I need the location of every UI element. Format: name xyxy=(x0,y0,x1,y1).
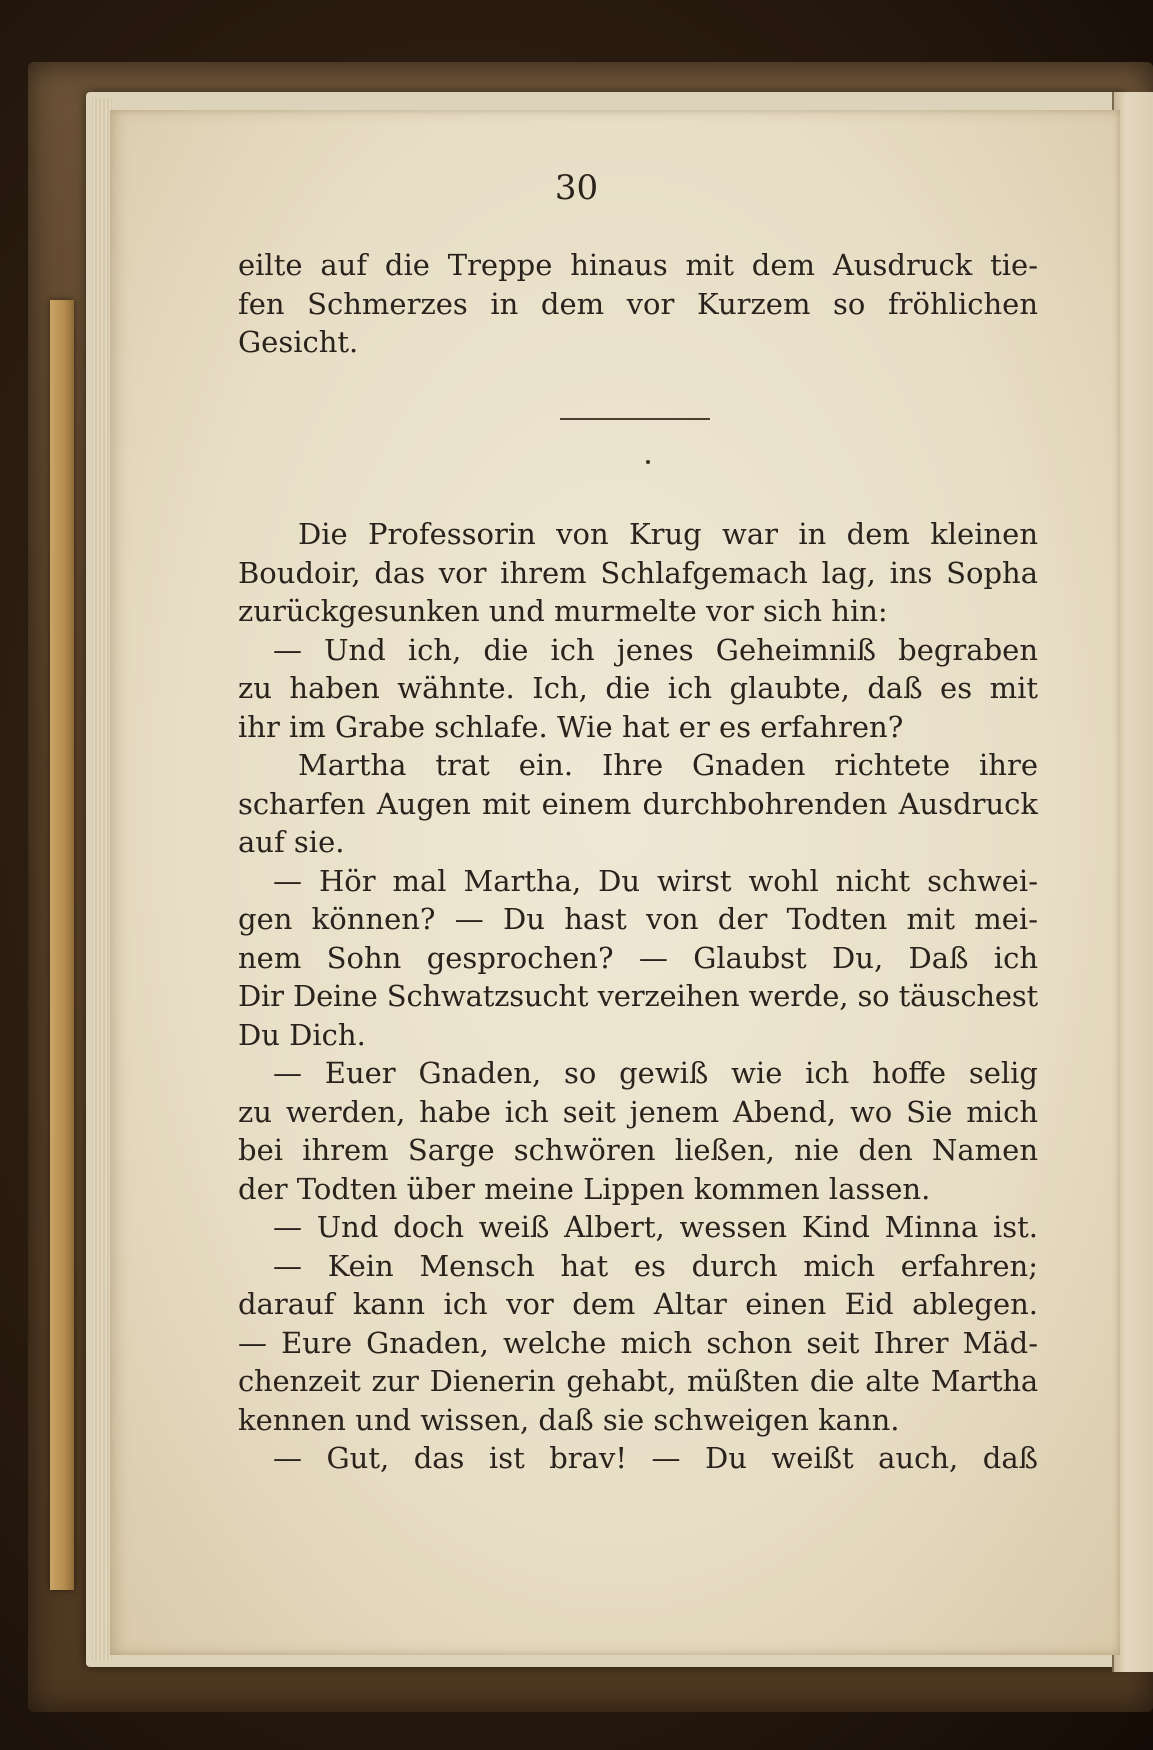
text-line: scharfen Augen mit einem durchbohrenden Ausdruck xyxy=(238,786,1038,821)
text-line: Gesicht. xyxy=(238,325,359,359)
paragraph-main xyxy=(238,515,1038,1478)
text-line: Du Dich. xyxy=(238,1017,366,1052)
text-line: Die Professorin von Krug war in dem kleinen xyxy=(298,517,1038,551)
text-line: — Hör mal Martha, Du wirst wohl nicht schwei- xyxy=(273,863,1038,898)
text-line: zu haben wähnte. Ich, die ich glaubte, daß es mit xyxy=(238,671,1038,705)
book-spine-edge xyxy=(50,300,74,1590)
text-line: bei ihrem Sarge schwören ließen, nie den Namen xyxy=(238,1133,1038,1167)
text-line: der Todten über meine Lippen kommen lassen. xyxy=(238,1171,931,1206)
text-line: — Eure Gnaden, welche mich schon seit Ihrer Mäd- xyxy=(238,1325,1038,1360)
text-line: — Euer Gnaden, so gewiß wie ich hoffe selig xyxy=(273,1056,1038,1090)
text-line: fen Schmerzes in dem vor Kurzem so fröhlichen xyxy=(238,286,1038,321)
text-line: — Und ich, die ich jenes Geheimniß begraben xyxy=(273,632,1038,667)
paragraph-top xyxy=(238,246,1038,362)
text-line: — Gut, das ist brav! — Du weißt auch, daß xyxy=(273,1441,1038,1475)
text-line: zu werden, habe ich seit jenem Abend, wo Sie mich xyxy=(238,1094,1038,1129)
text-line: Martha trat ein. Ihre Gnaden richtete ihre xyxy=(298,748,1038,782)
section-divider xyxy=(560,418,710,420)
text-line: Boudoir, das vor ihrem Schlafgemach lag, ins Sopha xyxy=(238,555,1038,590)
text-line: zurückgesunken und murmelte vor sich hin: xyxy=(238,594,888,628)
text-line: — Und doch weiß Albert, wessen Kind Minna ist. xyxy=(273,1210,1038,1244)
text-line: nem Sohn gesprochen? — Glaubst Du, Daß ich xyxy=(238,940,1038,975)
text-line: darauf kann ich vor dem Altar einen Eid ablegen. xyxy=(238,1287,1038,1321)
page-number: 30 xyxy=(554,168,599,208)
text-line: eilte auf die Treppe hinaus mit dem Ausdruck tie- xyxy=(238,248,1038,282)
text-line: kennen und wissen, daß sie schweigen kann. xyxy=(238,1402,900,1437)
text-line: chenzeit zur Dienerin gehabt, müßten die alte Martha xyxy=(238,1364,1038,1398)
text-line: — Kein Mensch hat es durch mich erfahren; xyxy=(273,1248,1038,1283)
text-line: ihr im Grabe schlafe. Wie hat er es erfahren? xyxy=(238,709,904,744)
print-speck xyxy=(646,460,650,464)
text-line: Dir Deine Schwatzsucht verzeihen werde, so täuschest xyxy=(238,979,1038,1013)
text-line: gen können? — Du hast von der Todten mit mei- xyxy=(238,902,1038,936)
text-line: auf sie. xyxy=(238,825,345,859)
